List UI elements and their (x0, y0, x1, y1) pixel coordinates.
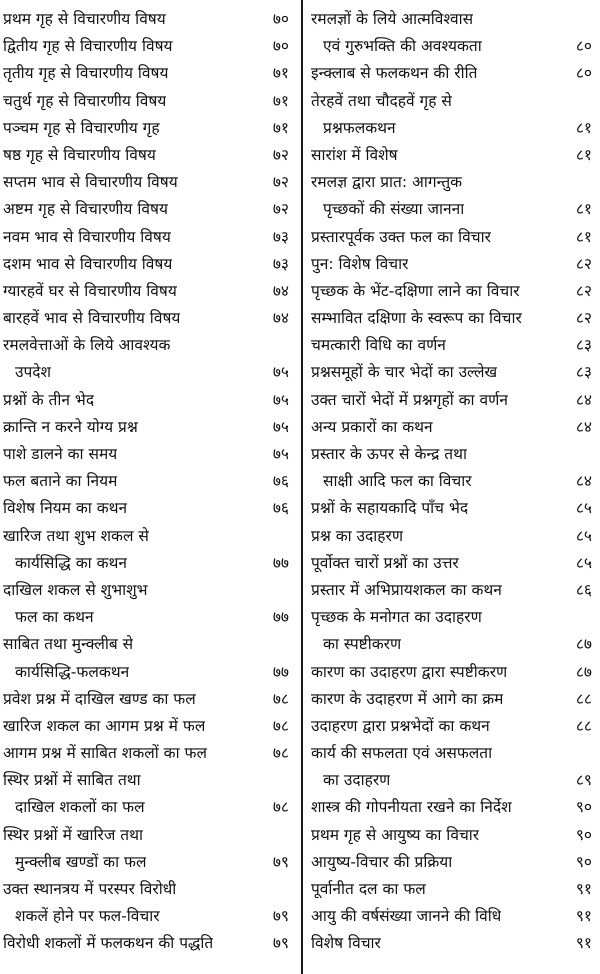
toc-entry-page-number: ७३ (272, 227, 289, 246)
toc-entry-title: उपदेश (15, 363, 52, 382)
toc-entry[interactable] (3, 523, 289, 550)
toc-entry[interactable] (311, 441, 592, 468)
toc-entry[interactable] (3, 631, 289, 658)
toc-entry-title: चतुर्थ गृह से विचारणीय विषय (3, 91, 167, 110)
toc-entry[interactable] (311, 713, 592, 740)
toc-entry-title: कार्यसिद्धि का कथन (15, 553, 127, 572)
toc-entry-page-number: ९१ (575, 880, 592, 898)
toc-entry-title: प्रस्तार में अभिप्रायशकल का कथन (311, 580, 502, 599)
toc-entry-title: स्थिर प्रश्नों में खारिज तथा (3, 825, 144, 844)
toc-entry-title: इन्क्लाब से फलकथन की रीति (311, 64, 478, 83)
toc-entry[interactable] (3, 359, 289, 386)
toc-entry-page-number: ७४ (272, 281, 289, 300)
toc-entry[interactable] (3, 142, 289, 169)
toc-entry[interactable] (311, 359, 592, 386)
toc-entry-page-number: ९० (575, 825, 592, 844)
toc-entry-page-number: ८९ (575, 771, 592, 790)
toc-entry[interactable] (3, 115, 289, 142)
toc-entry-page-number: ८४ (575, 417, 592, 436)
toc-entry-title: फल का कथन (15, 608, 94, 627)
toc-entry-page-number: ८७ (575, 662, 592, 681)
toc-entry-page-number: ७७ (272, 553, 289, 572)
toc-entry-page-number: ७८ (272, 689, 289, 708)
toc-entry-title: पृच्छकों की संख्या जानना (323, 200, 465, 219)
toc-entry[interactable] (3, 414, 289, 441)
toc-entry-title: रमलज्ञ द्वारा प्रात: आगन्तुक (311, 173, 463, 192)
toc-entry[interactable] (3, 495, 289, 522)
toc-entry-title: विशेष विचार (311, 934, 381, 953)
toc-entry-title: पूर्वानीत दल का फल (311, 880, 426, 898)
toc-entry-title: षष्ठ गृह से विचारणीय विषय (3, 145, 156, 164)
toc-entry-title: सम्भावित दक्षिणा के स्वरूप का विचार (311, 309, 522, 328)
toc-entry-title: ग्यारहवें घर से विचारणीय विषय (3, 281, 177, 300)
toc-entry-page-number: ७० (272, 10, 289, 28)
toc-entry-page-number: ७४ (272, 309, 289, 328)
toc-entry-page-number: ८५ (575, 553, 592, 572)
toc-entry[interactable] (311, 740, 592, 767)
toc-entry[interactable] (311, 332, 592, 359)
toc-entry-page-number: ७१ (272, 118, 289, 137)
toc-entry-title: प्रस्तार के ऊपर से केन्द्र तथा (311, 445, 468, 463)
toc-entry[interactable] (311, 414, 592, 441)
toc-entry-title: रमलवेत्ताओं के लिये आवश्यक (3, 336, 171, 355)
toc-entry-title: मुन्क्लीब खण्डों का फल (15, 852, 147, 871)
toc-entry[interactable] (3, 332, 289, 359)
toc-entry-page-number: ७२ (272, 145, 289, 164)
toc-entry-title: तृतीय गृह से विचारणीय विषय (3, 64, 169, 83)
toc-entry-page-number: ८२ (575, 309, 592, 328)
toc-entry-title: आयु की वर्षसंख्या जानने की विधि (311, 907, 502, 926)
toc-entry[interactable] (311, 876, 592, 903)
toc-entry-title: का स्पष्टीकरण (323, 635, 402, 654)
toc-entry-title: द्वितीय गृह से विचारणीय विषय (3, 37, 173, 56)
toc-entry[interactable] (3, 550, 289, 577)
toc-entry-title: आयुष्य-विचार की प्रक्रिया (311, 852, 453, 871)
toc-entry-title: कार्य की सफलता एवं असफलता (311, 744, 493, 763)
toc-entry-page-number: ८१ (575, 200, 592, 219)
toc-entry-title: खारिज तथा शुभ शकल से (3, 526, 149, 545)
toc-entry-title: खारिज शकल का आगम प्रश्न में फल (3, 716, 206, 735)
toc-entry[interactable] (3, 60, 289, 87)
toc-entry-page-number: ८२ (575, 254, 592, 273)
toc-entry[interactable] (311, 142, 592, 169)
toc-entry[interactable] (3, 305, 289, 332)
toc-entry-title: उक्त चारों भेदों में प्रश्नगृहों का वर्णन (311, 390, 508, 409)
toc-entry-title: फल बताने का नियम (3, 472, 118, 491)
toc-entry-page-number: ७१ (272, 64, 289, 83)
toc-entry-page-number: ७३ (272, 254, 289, 273)
toc-entry[interactable] (3, 849, 289, 876)
toc-entry[interactable] (311, 278, 592, 305)
toc-entry-title: प्रथम गृह से आयुष्य का विचार (311, 825, 480, 844)
toc-entry[interactable] (311, 169, 592, 196)
toc-entry[interactable] (3, 251, 289, 278)
toc-entry[interactable] (3, 794, 289, 821)
toc-entry-page-number: ९० (575, 852, 592, 871)
toc-entry-page-number: ८३ (575, 363, 592, 382)
toc-entry[interactable] (3, 88, 289, 115)
toc-entry[interactable] (311, 930, 592, 957)
toc-entry-page-number: ७५ (272, 390, 289, 409)
toc-entry-page-number: ७८ (272, 716, 289, 735)
toc-entry-title: साबित तथा मुन्क्लीब से (3, 635, 134, 654)
toc-entry-page-number: ७८ (272, 744, 289, 763)
toc-entry[interactable] (3, 577, 289, 604)
toc-entry-page-number: ७५ (272, 417, 289, 436)
toc-entry[interactable] (3, 33, 289, 60)
toc-entry-title: आगम प्रश्न में साबित शकलों का फल (3, 744, 207, 763)
toc-entry-title: अष्टम गृह से विचारणीय विषय (3, 200, 168, 219)
toc-entry-page-number: ८३ (575, 336, 592, 355)
toc-entry[interactable] (311, 33, 592, 60)
toc-entry-page-number: ८७ (575, 635, 592, 654)
toc-entry-title: स्थिर प्रश्नों में साबित तथा (3, 771, 141, 790)
toc-entry[interactable] (3, 767, 289, 794)
toc-entry-page-number: ७२ (272, 200, 289, 219)
toc-entry-title: पूर्वोक्त चारों प्रश्नों का उत्तर (311, 553, 459, 572)
toc-entry-title: सप्तम भाव से विचारणीय विषय (3, 173, 178, 192)
toc-entry[interactable] (311, 495, 592, 522)
toc-entry[interactable] (311, 686, 592, 713)
toc-entry[interactable] (311, 659, 592, 686)
toc-entry[interactable] (311, 224, 592, 251)
toc-entry-page-number: ७५ (272, 363, 289, 382)
toc-entry[interactable] (311, 604, 592, 631)
toc-entry[interactable] (3, 930, 289, 957)
toc-entry-title: क्रान्ति न करने योग्य प्रश्न (3, 417, 138, 436)
toc-entry-title: अन्य प्रकारों का कथन (311, 417, 433, 436)
toc-entry[interactable] (311, 305, 592, 332)
toc-entry-title: प्रथम गृह से विचारणीय विषय (3, 10, 166, 28)
toc-entry-page-number: ७६ (272, 472, 289, 491)
toc-entry-title: प्रश्न का उदाहरण (311, 526, 404, 545)
toc-entry-page-number: ८१ (575, 227, 592, 246)
toc-entry-title: बारहवें भाव से विचारणीय विषय (3, 309, 181, 328)
toc-entry[interactable] (3, 713, 289, 740)
toc-right-column (301, 0, 600, 974)
toc-entry-page-number: ७५ (272, 445, 289, 463)
toc-entry-page-number: ८६ (575, 580, 592, 599)
toc-entry[interactable] (311, 468, 592, 495)
toc-entry-page-number: ८१ (575, 118, 592, 137)
toc-entry[interactable] (3, 686, 289, 713)
toc-entry-title: रमलज्ञों के लिये आत्मविश्वास (311, 10, 474, 28)
toc-entry-title: प्रश्नफलकथन (323, 118, 396, 137)
toc-entry-page-number: ८४ (575, 472, 592, 491)
toc-entry-page-number: ९१ (575, 907, 592, 926)
toc-entry-title: प्रश्नसमूहों के चार भेदों का उल्लेख (311, 363, 498, 382)
toc-entry[interactable] (311, 387, 592, 414)
toc-entry[interactable] (311, 903, 592, 930)
toc-entry-title: दाखिल शकल से शुभाशुभ (3, 580, 148, 599)
toc-entry-title: दाखिल शकलों का फल (15, 798, 145, 817)
toc-entry[interactable] (3, 278, 289, 305)
toc-entry[interactable] (311, 794, 592, 821)
toc-entry-page-number: ७७ (272, 608, 289, 627)
toc-entry[interactable] (3, 604, 289, 631)
toc-entry-page-number: ७८ (272, 798, 289, 817)
toc-entry[interactable] (311, 822, 592, 849)
toc-entry[interactable] (3, 224, 289, 251)
toc-entry-title: पृच्छक के भेंट-दक्षिणा लाने का विचार (311, 281, 520, 300)
toc-entry[interactable] (3, 659, 289, 686)
toc-entry-title: पञ्चम गृह से विचारणीय गृह (3, 118, 160, 137)
toc-entry[interactable] (311, 767, 592, 794)
toc-entry[interactable] (311, 577, 592, 604)
toc-entry-page-number: ९० (575, 798, 592, 817)
toc-entry[interactable] (311, 196, 592, 223)
toc-entry-page-number: ८४ (575, 390, 592, 409)
toc-entry[interactable] (3, 876, 289, 903)
toc-entry[interactable] (3, 468, 289, 495)
toc-entry-title: सारांश में विशेष (311, 145, 398, 164)
toc-entry-title: शास्त्र की गोपनीयता रखने का निर्देश (311, 798, 512, 817)
toc-entry[interactable] (3, 196, 289, 223)
toc-entry-title: उक्त स्थानत्रय में परस्पर विरोधी (3, 880, 177, 898)
toc-entry[interactable] (311, 88, 592, 115)
toc-entry-page-number: ७७ (272, 662, 289, 681)
toc-entry-page-number: ७० (272, 37, 289, 56)
toc-entry-page-number: ७९ (272, 852, 289, 871)
toc-entry-title: दशम भाव से विचारणीय विषय (3, 254, 173, 273)
toc-entry-title: विरोधी शकलों में फलकथन की पद्धति (3, 934, 214, 953)
toc-entry-page-number: ७९ (272, 907, 289, 926)
toc-entry-title: एवं गुरुभक्ति की अवश्यकता (323, 37, 482, 56)
toc-entry-page-number: ७९ (272, 934, 289, 953)
toc-entry-title: शकलें होने पर फल-विचार (15, 907, 160, 926)
toc-entry-title: का उदाहरण (323, 771, 391, 790)
toc-entry-title: प्रश्नों के सहायकादि पाँच भेद (311, 499, 469, 518)
toc-entry[interactable] (3, 6, 289, 33)
toc-entry[interactable] (311, 251, 592, 278)
toc-entry-page-number: ८५ (575, 499, 592, 518)
toc-entry-page-number: ८८ (575, 716, 592, 735)
toc-entry[interactable] (3, 740, 289, 767)
toc-entry-title: कारण के उदाहरण में आगे का क्रम (311, 689, 504, 708)
toc-entry-page-number: ८१ (575, 145, 592, 164)
toc-entry-title: नवम भाव से विचारणीय विषय (3, 227, 171, 246)
toc-entry-title: विशेष नियम का कथन (3, 499, 128, 518)
toc-entry-title: कार्यसिद्धि-फलकथन (15, 662, 130, 681)
toc-entry[interactable] (311, 550, 592, 577)
toc-entry-title: प्रस्तारपूर्वक उक्त फल का विचार (311, 227, 491, 246)
toc-entry-title: तेरहवें तथा चौदहवें गृह से (311, 91, 452, 110)
toc-entry[interactable] (311, 115, 592, 142)
toc-entry-title: कारण का उदाहरण द्वारा स्पष्टीकरण (311, 662, 508, 681)
toc-entry-page-number: ७२ (272, 173, 289, 192)
toc-entry-title: उदाहरण द्वारा प्रश्नभेदों का कथन (311, 716, 490, 735)
toc-entry[interactable] (311, 60, 592, 87)
toc-entry[interactable] (311, 6, 592, 33)
toc-entry[interactable] (311, 523, 592, 550)
toc-entry-page-number: ८० (575, 64, 592, 83)
toc-entry[interactable] (311, 849, 592, 876)
toc-entry-page-number: ८५ (575, 526, 592, 545)
toc-entry[interactable] (3, 169, 289, 196)
toc-entry-title: पुन: विशेष विचार (311, 254, 409, 273)
toc-entry-page-number: ९१ (575, 934, 592, 953)
toc-entry[interactable] (3, 387, 289, 414)
toc-entry[interactable] (3, 903, 289, 930)
toc-entry-page-number: ७१ (272, 91, 289, 110)
toc-entry-title: प्रवेश प्रश्न में दाखिल खण्ड का फल (3, 689, 196, 708)
toc-entry[interactable] (3, 822, 289, 849)
toc-entry-page-number: ८२ (575, 281, 592, 300)
toc-entry-title: चमत्कारी विधि का वर्णन (311, 336, 446, 355)
toc-entry-page-number: ८८ (575, 689, 592, 708)
toc-entry-title: पृच्छक के मनोगत का उदाहरण (311, 608, 482, 627)
toc-entry-title: साक्षी आदि फल का विचार (323, 472, 472, 491)
toc-entry[interactable] (3, 441, 289, 468)
toc-entry-title: प्रश्नों के तीन भेद (3, 390, 95, 409)
toc-entry[interactable] (311, 631, 592, 658)
toc-entry-page-number: ७६ (272, 499, 289, 518)
toc-entry-page-number: ८० (575, 37, 592, 56)
toc-entry-title: पाशे डालने का समय (3, 445, 118, 463)
